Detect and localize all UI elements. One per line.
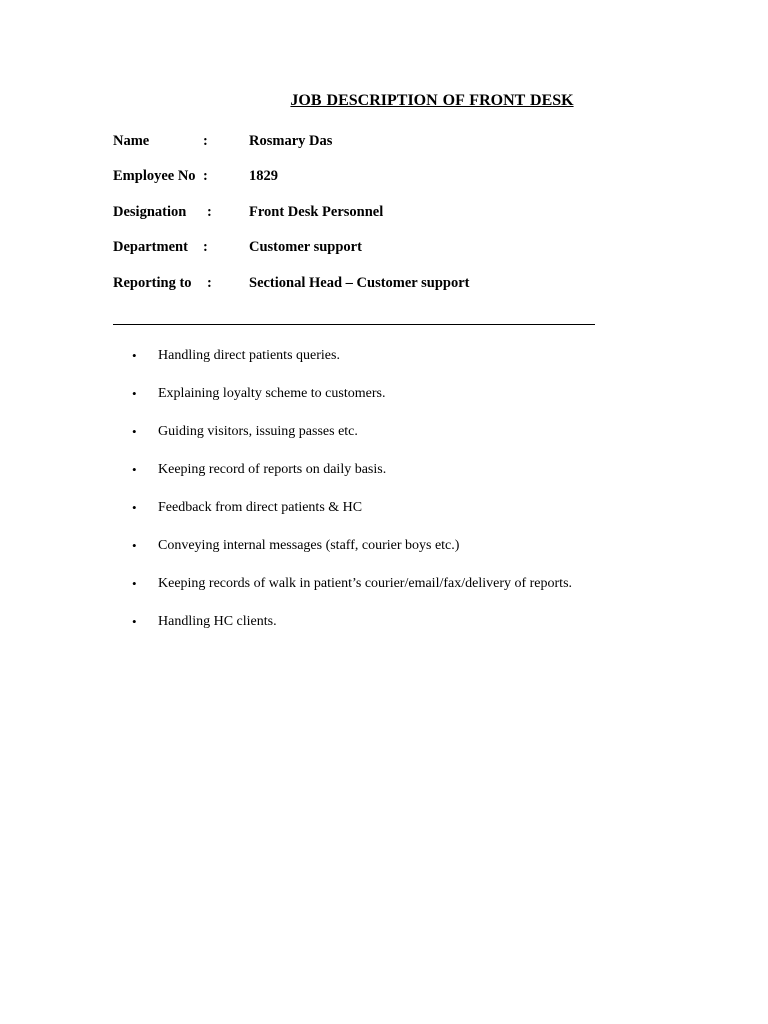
field-colon: : [207, 275, 212, 291]
field-value: Rosmary Das [249, 133, 333, 149]
duty-text: Handling HC clients. [158, 614, 277, 629]
bullet-icon: • [132, 500, 137, 515]
field-label: Designation [113, 204, 187, 220]
bullet-icon: • [132, 614, 137, 629]
duty-text: Keeping record of reports on daily basis. [158, 462, 387, 477]
duty-text: Guiding visitors, issuing passes etc. [158, 424, 358, 439]
field-colon: : [203, 168, 208, 184]
document-title: JOB DESCRIPTION OF FRONT DESK [290, 92, 574, 109]
duty-text: Keeping records of walk in patient’s courier/email/fax/delivery of reports. [158, 576, 573, 591]
bullet-icon: • [132, 424, 137, 439]
field-colon: : [203, 133, 208, 149]
bullet-icon: • [132, 576, 137, 591]
bullet-icon: • [132, 538, 137, 553]
field-colon: : [203, 239, 208, 255]
duty-text: Conveying internal messages (staff, courier boys etc.) [158, 538, 460, 553]
field-value: 1829 [249, 168, 278, 184]
bullet-icon: • [132, 462, 137, 477]
duty-text: Feedback from direct patients & HC [158, 500, 363, 515]
field-colon: : [207, 204, 212, 220]
bullet-icon: • [132, 348, 137, 363]
field-value: Sectional Head – Customer support [249, 275, 470, 291]
duty-text: Explaining loyalty scheme to customers. [158, 386, 386, 401]
field-label: Reporting to [113, 275, 192, 291]
field-value: Customer support [249, 239, 362, 255]
field-label: Employee No [113, 168, 196, 184]
horizontal-rule [113, 324, 595, 325]
field-label: Department [113, 239, 188, 255]
field-value: Front Desk Personnel [249, 204, 384, 220]
duty-text: Handling direct patients queries. [158, 348, 340, 363]
bullet-icon: • [132, 386, 137, 401]
field-label: Name [113, 133, 150, 149]
